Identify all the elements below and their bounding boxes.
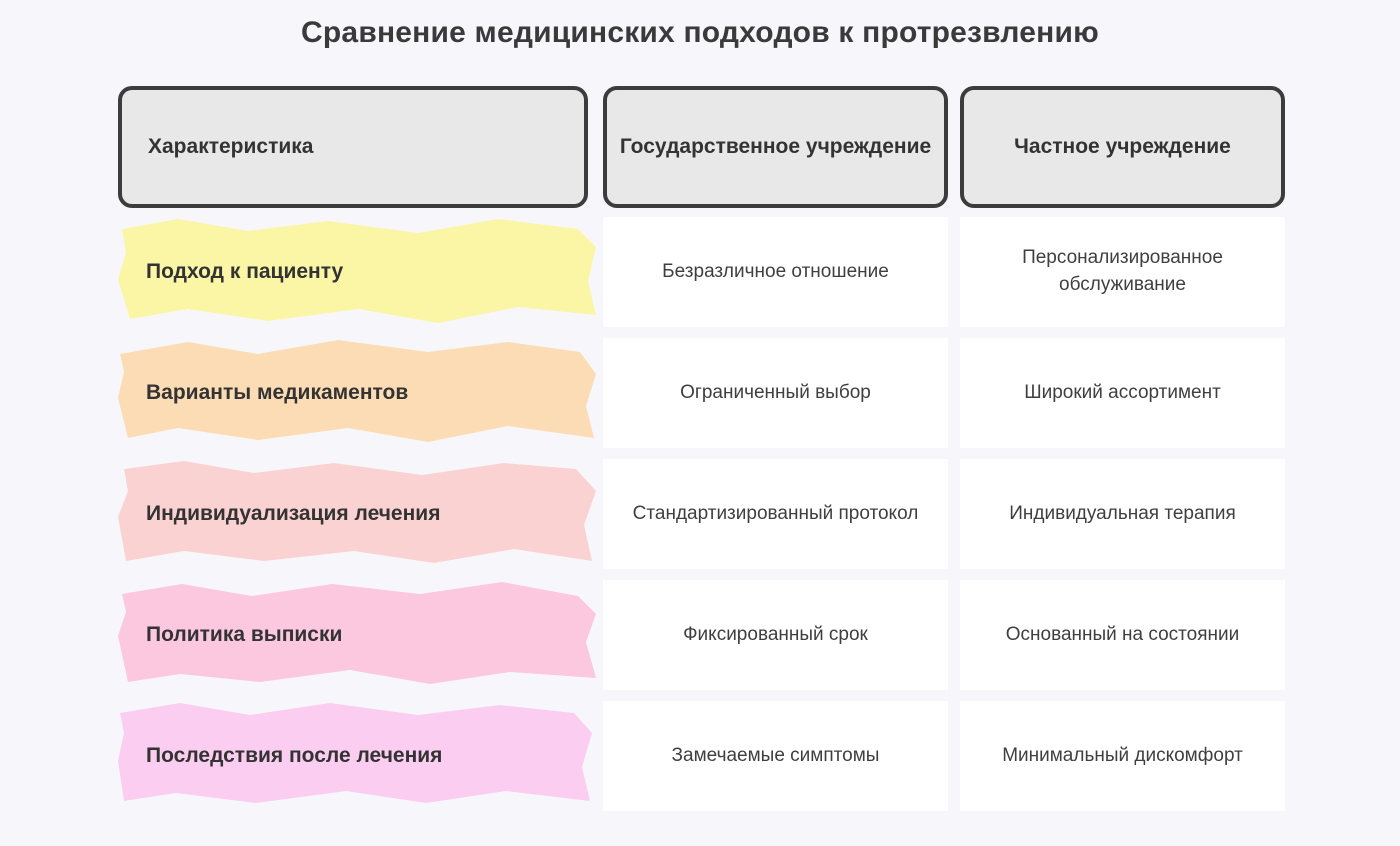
header-cell-government: [603, 86, 948, 208]
row-feature-cell: [118, 457, 588, 571]
row-feature-cell: [118, 578, 588, 692]
government-value: Стандартизированный протокол: [632, 502, 919, 524]
table-row: [0, 457, 1400, 571]
page-title: Сравнение медицинских подходов к протрезвлению: [301, 16, 1099, 49]
header-label-government: Государственное учреждение: [619, 134, 932, 158]
feature-label: Подход к пациенту: [146, 260, 344, 284]
private-value: Персонализированное обслуживание: [1022, 247, 1223, 295]
row-government-cell: [603, 336, 948, 450]
row-government-cell: [603, 699, 948, 813]
government-value: Фиксированный срок: [683, 623, 868, 645]
row-government-cell: [603, 578, 948, 692]
feature-label: Варианты медикаментов: [146, 381, 409, 405]
private-value: Индивидуальная терапия: [1009, 502, 1236, 524]
feature-label: Политика выписки: [146, 623, 343, 647]
table-row: [0, 578, 1400, 692]
row-feature-cell: [118, 699, 588, 813]
row-private-cell: [960, 699, 1285, 813]
table-row: [0, 336, 1400, 450]
header-label-private: Частное учреждение: [1014, 134, 1231, 158]
feature-label: Последствия после лечения: [146, 744, 443, 768]
feature-label: Индивидуализация лечения: [146, 502, 441, 526]
government-value: Замечаемые симптомы: [671, 744, 880, 766]
row-private-cell: [960, 457, 1285, 571]
table-header-row: [0, 86, 1400, 208]
government-value: Ограниченный выбор: [680, 381, 871, 403]
row-feature-cell: [118, 215, 588, 329]
government-value: Безразличное отношение: [662, 260, 889, 282]
row-government-cell: [603, 457, 948, 571]
header-cell-private: [960, 86, 1285, 208]
private-value: Широкий ассортимент: [1024, 381, 1221, 403]
table-row: [0, 699, 1400, 813]
comparison-table: [0, 86, 1400, 813]
row-government-cell: [603, 215, 948, 329]
row-private-cell: [960, 215, 1285, 329]
private-value: Минимальный дискомфорт: [1002, 744, 1243, 766]
row-feature-cell: [118, 336, 588, 450]
header-cell-feature: [118, 86, 588, 208]
table-row: [0, 215, 1400, 329]
row-private-cell: [960, 578, 1285, 692]
private-value: Основанный на состоянии: [1005, 623, 1240, 645]
header-label-feature: Характеристика: [148, 134, 314, 158]
row-private-cell: [960, 336, 1285, 450]
